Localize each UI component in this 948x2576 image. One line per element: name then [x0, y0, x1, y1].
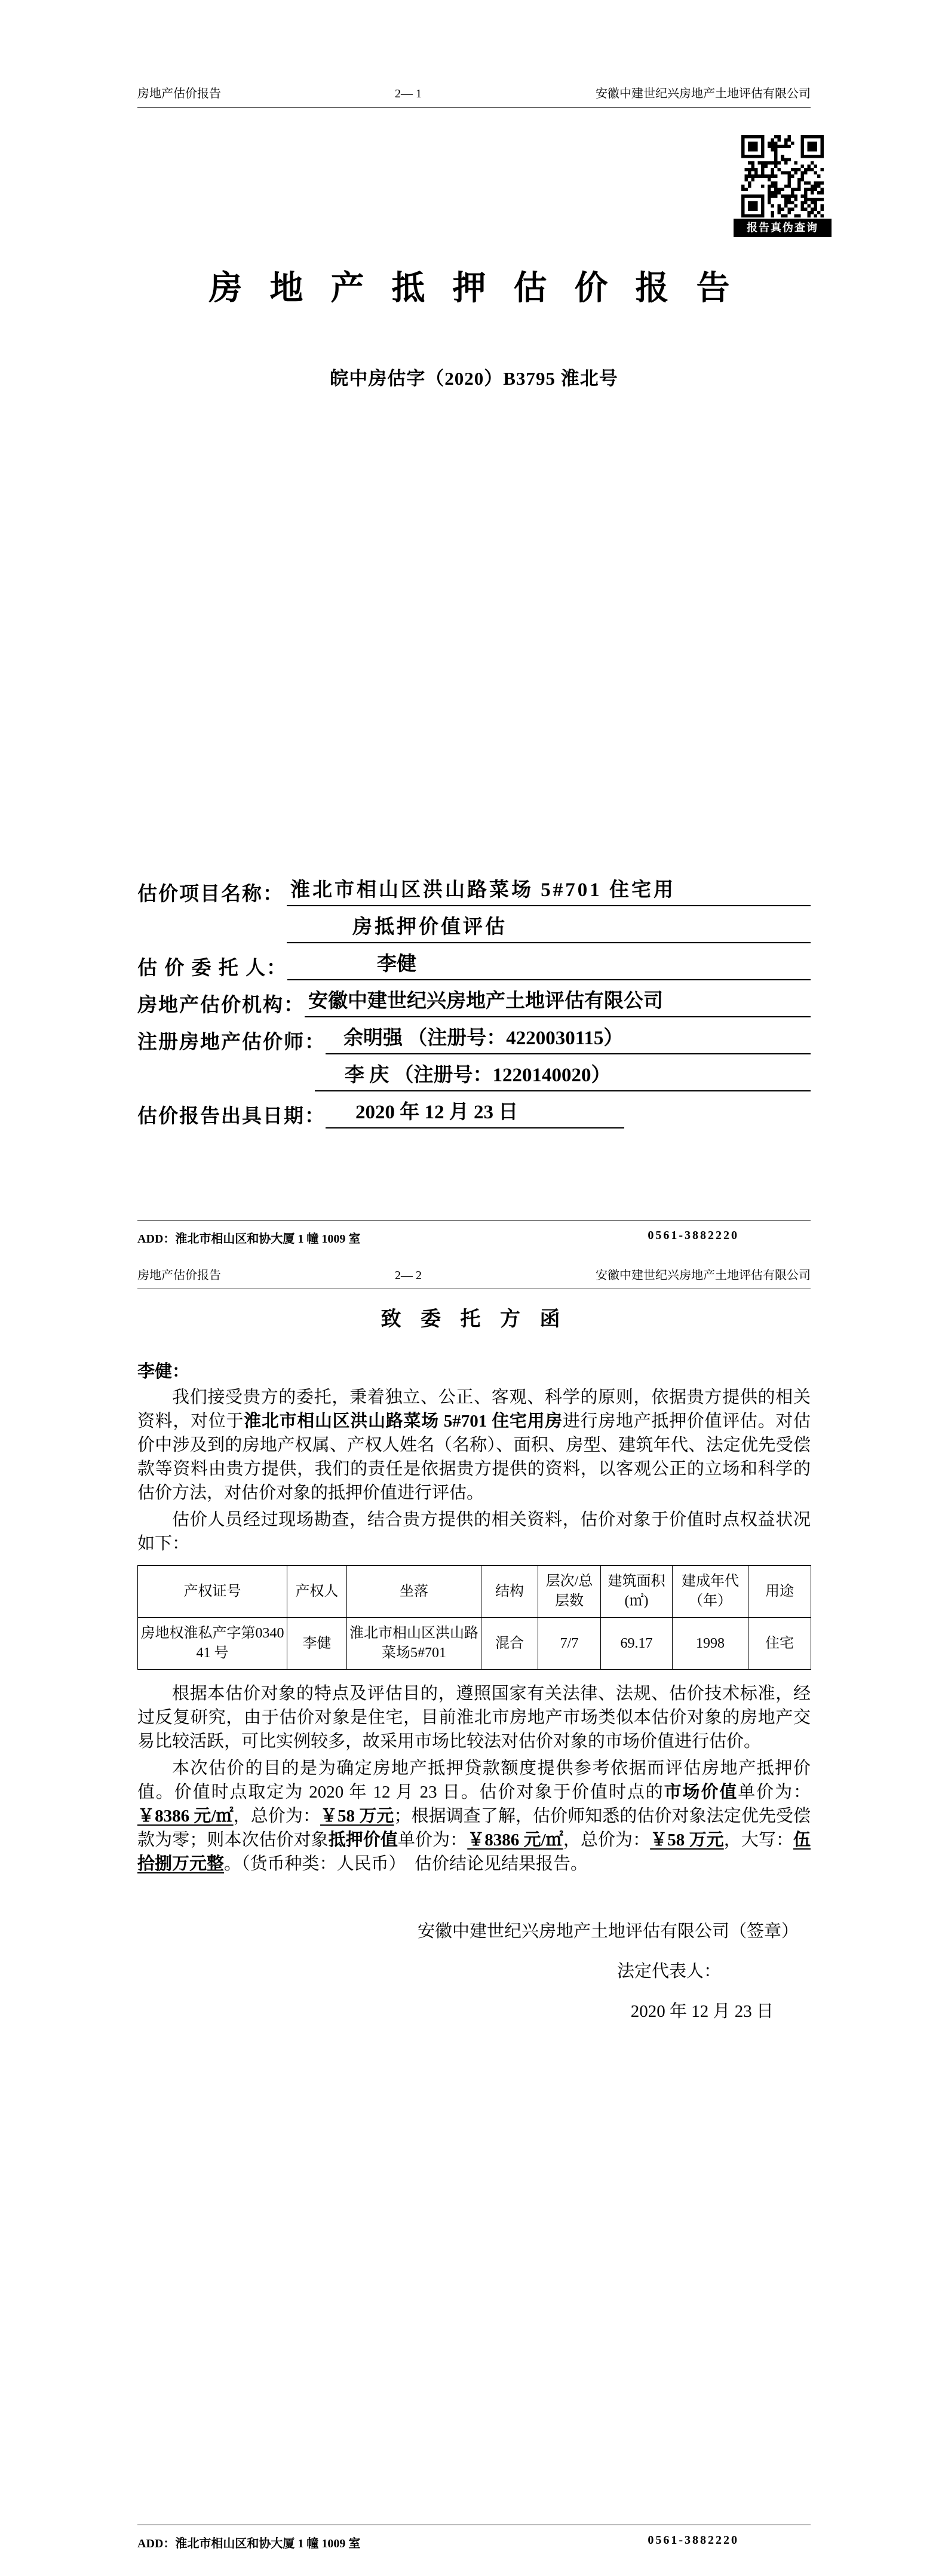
field-label: 估价项目名称：: [137, 884, 284, 905]
field-appraiser-2: [137, 1054, 811, 1091]
cell-floor: 7/7: [538, 1618, 601, 1670]
field-value: 李 庆 （注册号：1220140020）: [315, 1059, 811, 1091]
col-header-use: 用途: [748, 1566, 811, 1618]
field-value: 安徽中建世纪兴房地产土地评估有限公司: [305, 985, 811, 1017]
field-value: 2020 年 12 月 23 日: [326, 1096, 624, 1128]
footer-phone: 0561-3882220: [648, 1229, 739, 1242]
text-segment: ，大写：: [723, 1830, 793, 1850]
col-header-cert-no: 产权证号: [138, 1566, 287, 1618]
mortgage-unit-price-value: ￥8386 元/㎡: [467, 1830, 563, 1850]
salutation: 李健：: [137, 1362, 190, 1381]
text-segment: 我们接受贵方的委托，秉着独立、公正、客观、科学的原则，依据贵方提供的相关资料，对位于: [137, 1388, 811, 1431]
property-rights-table: [137, 1565, 811, 1670]
paragraph-1: [137, 1385, 811, 1505]
text-segment: ；根据调查了解，估价师知悉的估价对象法定优先受偿款为零；则本次估价对象: [137, 1807, 811, 1850]
cell-owner: 李健: [287, 1618, 347, 1670]
cell-area: 69.17: [601, 1618, 673, 1670]
table-header-row: [138, 1566, 811, 1618]
cell-year-built: 1998: [673, 1618, 748, 1670]
col-header-area: 建筑面积(㎡): [601, 1566, 673, 1618]
col-header-year-built: 建成年代（年）: [673, 1566, 748, 1618]
mortgage-total-price-value: ￥58 万元: [650, 1830, 724, 1850]
cell-use: 住宅: [748, 1618, 811, 1670]
text-segment-bold: 抵押价值: [328, 1830, 398, 1850]
unit-price-value: ￥8386 元/㎡: [137, 1807, 234, 1826]
report-number: 皖中房估字（2020）B3795 淮北号: [330, 368, 618, 389]
page-footer: [137, 1220, 811, 1246]
text-segment-bold: 淮北市相山区洪山路菜场 5#701 住宅用房: [244, 1412, 563, 1431]
field-value: 李健: [287, 948, 811, 980]
header-company-name: 安徽中建世纪兴房地产土地评估有限公司: [596, 87, 811, 100]
text-segment: 本次估价的目的是为确定房地产抵押贷款额度提供参考依据而评估房地产抵押价值。价值时点取定为 2020 年 12 月 23 日。估价对象于价值时点的: [137, 1759, 811, 1802]
table-row: [138, 1618, 811, 1670]
header-page-number: 2— 2: [395, 1269, 422, 1282]
text-segment: ，总价为：: [563, 1830, 651, 1850]
text-segment: 进行房地产抵押价值评估。对估价中涉及到的房地产权属、产权人姓名（名称）、面积、房型、建筑年代、法定优先受偿款等资料由贵方提供，我们的责任是依据贵方提供的资料，以客观公正的立场和科学的估价方法，对估价对象的抵押价值进行评估。: [137, 1412, 811, 1502]
field-appraiser-1: [137, 1017, 811, 1054]
text-segment: 。（货币种类：人民币） 估价结论见结果报告。: [224, 1854, 588, 1873]
col-header-floor: 层次/总层数: [538, 1566, 601, 1618]
qr-caption: 报告真伪查询: [734, 219, 832, 237]
letter-title: 致 委 托 方 函: [381, 1308, 567, 1330]
col-header-structure: 结构: [481, 1566, 538, 1618]
field-value: 房抵押价值评估: [287, 911, 811, 943]
page-footer: [137, 2525, 811, 2551]
field-project-name-line2: [137, 906, 811, 943]
report-title: 房 地 产 抵 押 估 价 报 告: [208, 270, 740, 307]
text-segment: ，总价为：: [233, 1807, 320, 1826]
letter-content: [137, 1302, 811, 2022]
qr-code-icon: [734, 135, 832, 219]
amount-in-words: 伍拾捌万元整: [137, 1830, 811, 1873]
text-segment: 单价为：: [738, 1783, 811, 1802]
cell-cert-no: 房地权淮私产字第034041 号: [138, 1618, 287, 1670]
text-segment: 单价为：: [397, 1830, 468, 1850]
field-client: [137, 943, 811, 980]
total-price-value: ￥58 万元: [320, 1807, 394, 1826]
cover-fields: [137, 869, 811, 1128]
footer-phone: 0561-3882220: [648, 2534, 739, 2547]
signature-block: [137, 1918, 811, 2022]
field-report-date: [137, 1091, 811, 1128]
field-label: 房地产估价机构：: [137, 995, 305, 1016]
paragraph-3: 根据本估价对象的特点及评估目的，遵照国家有关法律、法规、估价技术标准，经过反复研究，由于估价对象是住宅，目前淮北市房地产市场类似本估价对象的房地产交易比较活跃，可比实例较多，故采用市场比较法对估价对象的市场价值进行估价。: [137, 1684, 811, 1751]
page-header: [137, 84, 811, 108]
signature-date: 2020 年 12 月 23 日: [630, 2002, 774, 2021]
field-label: 估 价 委 托 人：: [137, 958, 287, 979]
header-doc-type: 房地产估价报告: [137, 1269, 221, 1282]
field-label: 估价报告出具日期：: [137, 1106, 326, 1127]
cell-structure: 混合: [481, 1618, 538, 1670]
header-page-number: 2— 1: [395, 87, 422, 100]
cell-location: 淮北市相山区洪山路菜场5#701: [347, 1618, 481, 1670]
paragraph-4: [137, 1756, 811, 1876]
field-value: 余明强 （注册号：4220030115）: [326, 1022, 811, 1054]
col-header-location: 坐落: [347, 1566, 481, 1618]
header-doc-type: 房地产估价报告: [137, 87, 221, 100]
footer-address: ADD：淮北市相山区和协大厦 1 幢 1009 室: [137, 2537, 361, 2550]
text-segment-bold: 市场价值: [664, 1783, 738, 1802]
page-header: [137, 1265, 811, 1289]
header-company-name: 安徽中建世纪兴房地产土地评估有限公司: [596, 1269, 811, 1282]
field-value: 淮北市相山区洪山路菜场 5#701 住宅用: [287, 874, 811, 906]
signature-legal-rep: 法定代表人：: [616, 1962, 721, 1981]
field-label: 注册房地产估价师：: [137, 1032, 326, 1053]
field-project-name: [137, 869, 811, 906]
qr-verification-block: [734, 135, 832, 237]
paragraph-2: 估价人员经过现场勘查，结合贵方提供的相关资料，估价对象于价值时点权益状况如下：: [137, 1510, 811, 1553]
col-header-owner: 产权人: [287, 1566, 347, 1618]
footer-address: ADD：淮北市相山区和协大厦 1 幢 1009 室: [137, 1232, 361, 1246]
field-agency: [137, 980, 811, 1017]
signature-company: 安徽中建世纪兴房地产土地评估有限公司（签章）: [417, 1922, 799, 1941]
